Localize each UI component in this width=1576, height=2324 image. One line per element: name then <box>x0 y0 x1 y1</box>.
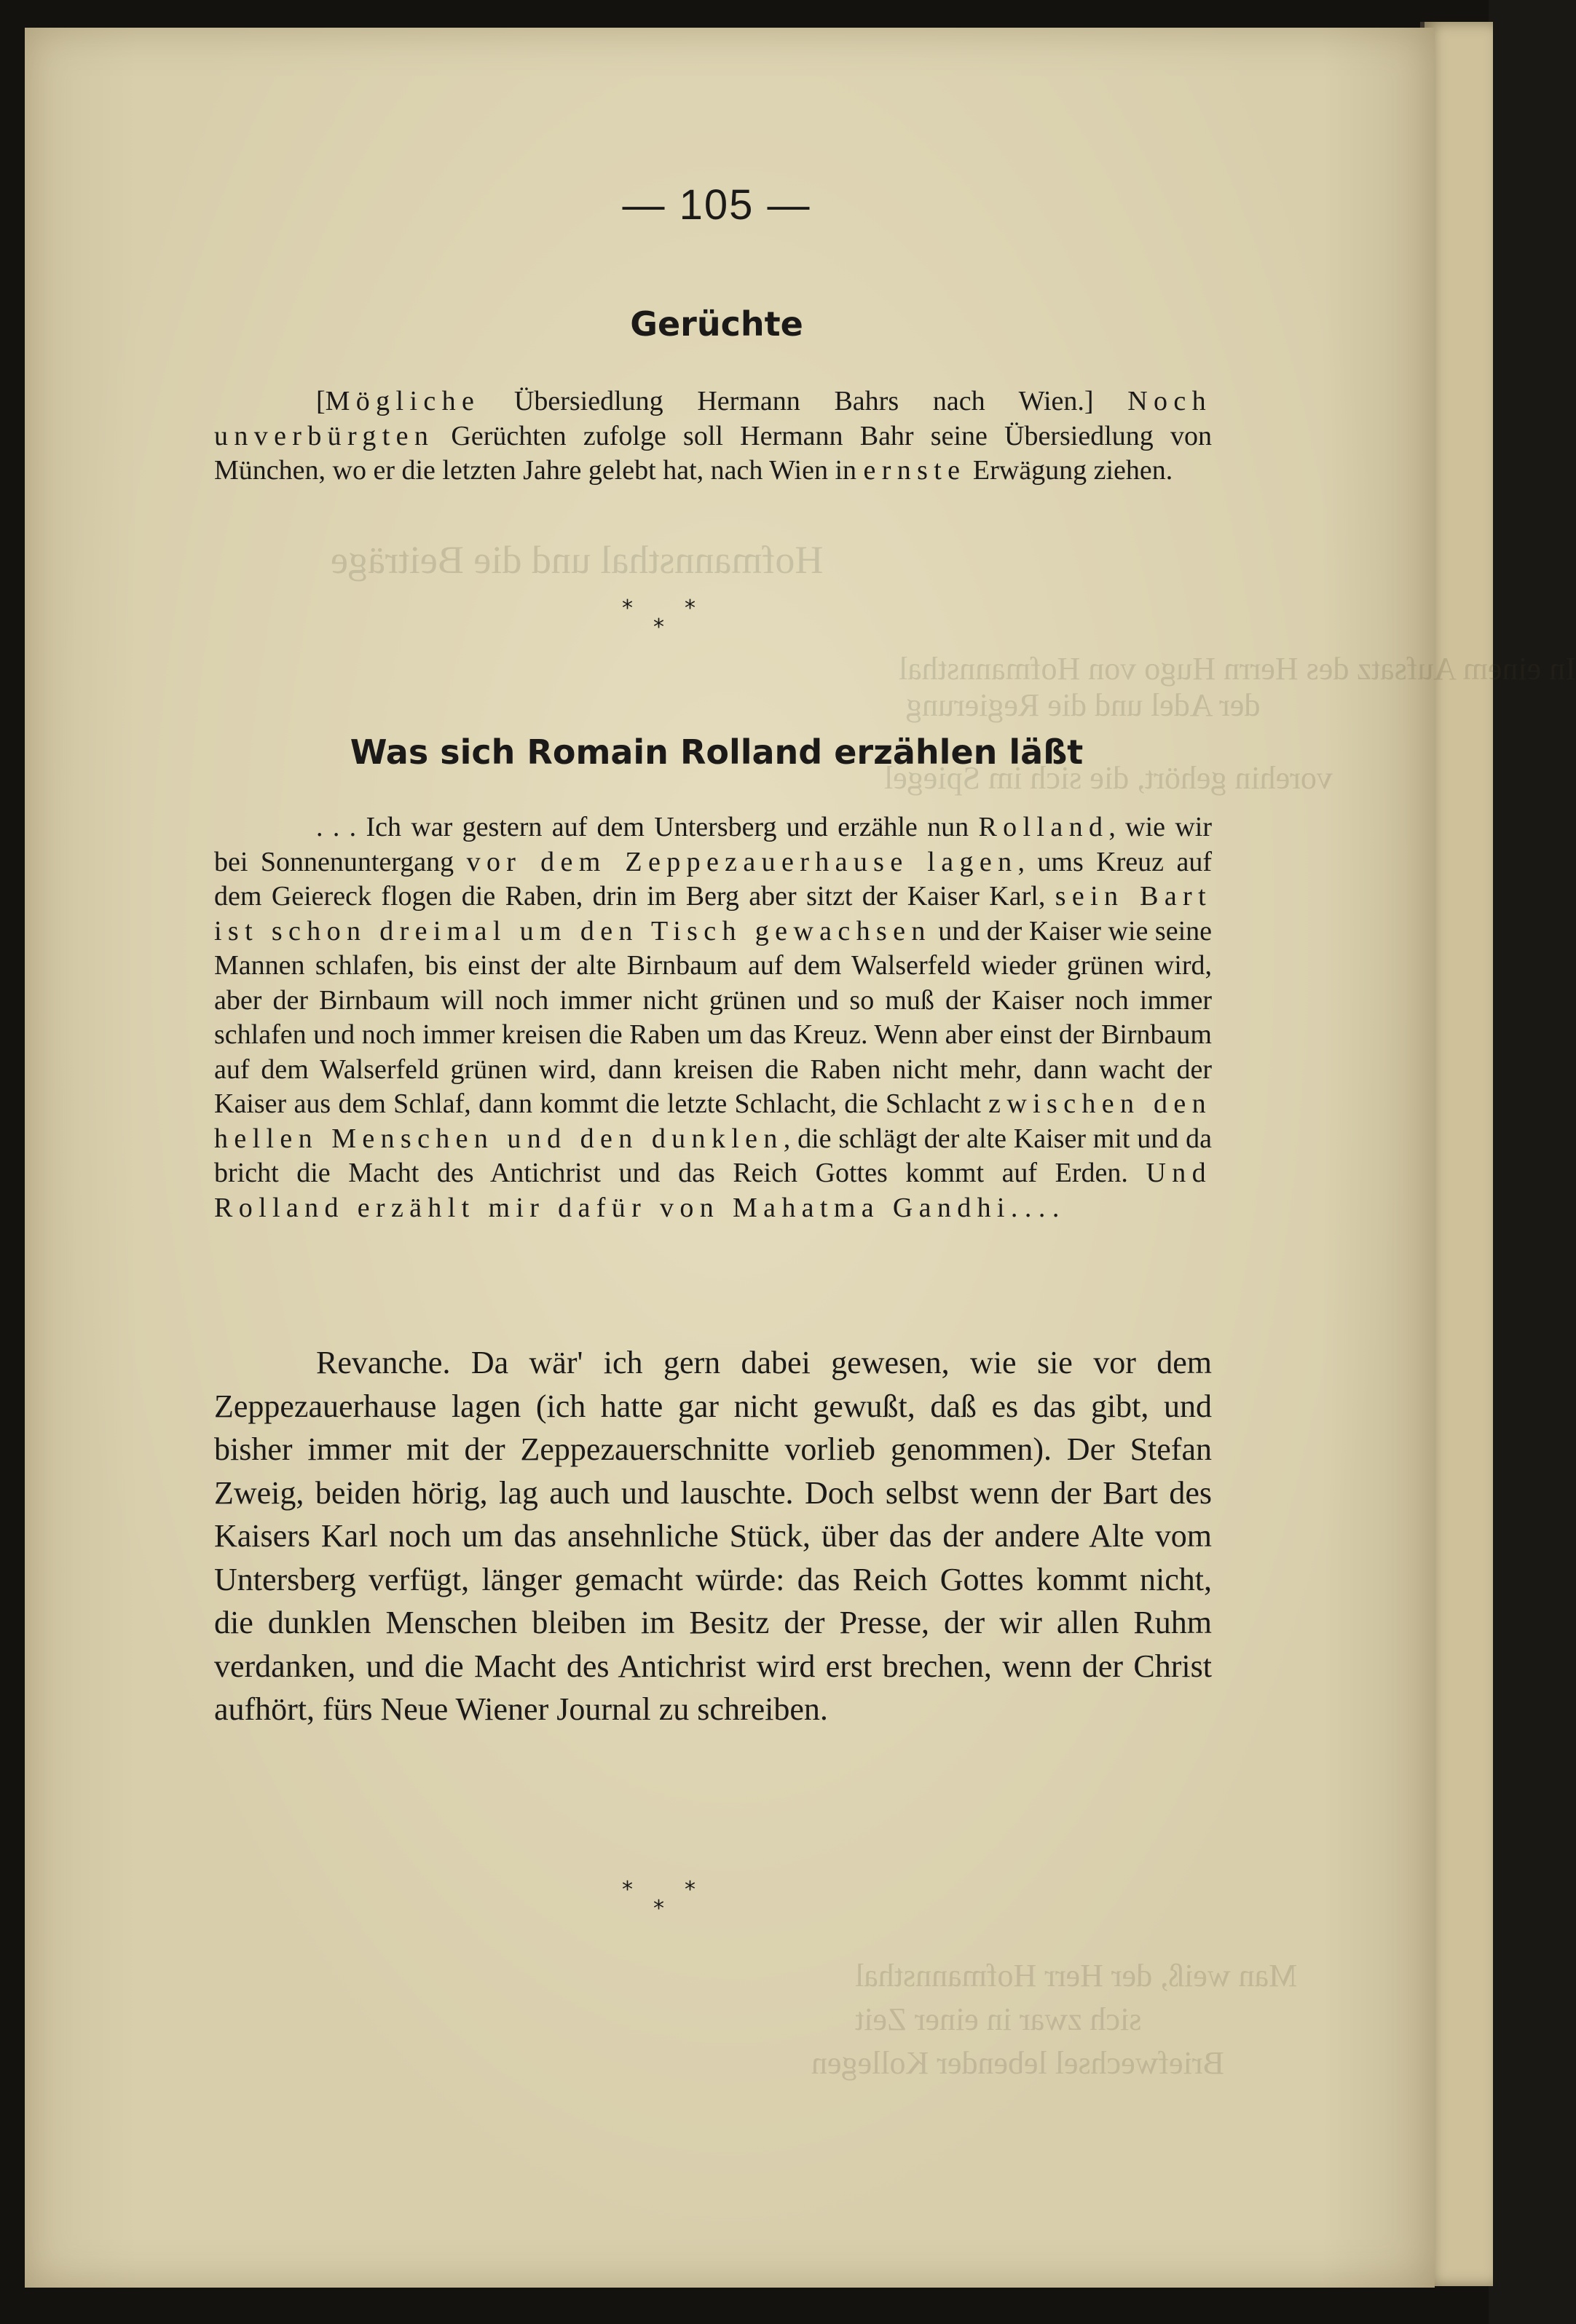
show-through-text: vorehin gehört, die sich im Spiegel <box>884 760 1333 796</box>
spaced-emphasis-text: Und Rolland erzählt mir dafür von Mahatma Gandhi <box>214 1158 1212 1223</box>
rolland-quote-text <box>214 812 1212 1223</box>
body-text-run: , ums Kreuz auf dem Geiereck flogen die Raben, drin im Berg aber sitzt der Kaiser Karl, <box>214 846 1212 912</box>
show-through-text: Hofmannsthal und die Beiträge <box>331 538 824 582</box>
spaced-emphasis-text: zwischen den hellen Menschen und den dunklen <box>214 1088 1212 1154</box>
body-text-run: und der Kaiser wie seine Mannen schlafen, bis einst der alte Birnbaum auf dem Walserfeld wieder grünen wird, aber der Birnbaum will noch immer nicht grünen und so muß der Kaiser noch immer schlafen und noch immer kreisen die Raben um das Kreuz. Wenn aber einst der Birnbaum auf dem Walserfeld grünen wird, dann kreisen die Raben nicht mehr, dann wacht der Kaiser aus dem Schlaf, dann kommt die letzte Schlacht, die Schlacht <box>214 915 1213 1119</box>
show-through-text: In einem Aufsatz des Herrn Hugo von Hofmannsthal <box>899 651 1576 687</box>
separator-stars: * * * <box>622 596 696 640</box>
show-through-text: der Adel und die Regierung <box>906 687 1261 723</box>
spaced-emphasis-text: Mögliche <box>325 386 481 416</box>
body-text-run: . . . . <box>1010 1192 1060 1223</box>
separator-stars-bottom: * * * <box>622 1877 696 1921</box>
spaced-emphasis-text: Rolland <box>978 812 1109 842</box>
book-page <box>25 28 1576 2288</box>
kraus-commentary <box>214 1341 1212 1731</box>
spaced-emphasis-text: Noch unverbürgten <box>214 386 1212 451</box>
spaced-emphasis-text: sein Bart ist schon dreimal um den Tisch gewachsen <box>214 881 1212 946</box>
body-text-run: Erwägung ziehen. <box>966 455 1173 486</box>
body-text-run: Übersiedlung Hermann Bahrs nach Wien.] <box>480 386 1128 416</box>
section-title-geruechte: Gerüchte <box>630 304 803 344</box>
rolland-quote <box>214 810 1212 1225</box>
body-text-run: , wie wir bei Sonnenuntergang <box>214 812 1212 877</box>
section-body-geruechte <box>214 384 1212 489</box>
show-through-text: Briefwechsel lebender Kollegen <box>811 2045 1224 2081</box>
spaced-emphasis-text: vor dem Zeppezauerhause lagen <box>466 846 1018 877</box>
body-text-run: . . . Ich war gestern auf dem Untersberg und erzähle nun <box>316 812 979 842</box>
body-text-run: , die schlägt der alte Kaiser mit und da bricht die Macht des Antichrist und das Reich Gottes kommt auf Erden. <box>214 1123 1212 1188</box>
spaced-emphasis-text: ernste <box>863 455 966 486</box>
commentary-text: Revanche. Da wär' ich gern dabei gewesen, wie sie vor dem Zeppezauerhause lagen (ich hatte gar nicht gewußt, daß es das gibt, und bisher immer mit der Zeppezauerschnitte vorlieb genommen). Der Stefan Zweig, beiden hörig, lag auch und lauschte. Doch selbst wenn der Bart des Kaisers Karl noch um das ansehnliche Stück, über das der andere Alte vom Untersberg verfügt, länger gemacht würde: das Reich Gottes kommt nicht, die dunklen Menschen bleiben im Besitz der Presse, der wir allen Ruhm verdanken, und die Macht des Antichrist wird erst brechen, wenn der Christ aufhört, fürs Neue Wiener Journal zu schreiben. <box>214 1345 1212 1727</box>
show-through-text: Man weiß, der Herr Hofmannsthal <box>855 1958 1298 1993</box>
show-through-text: sich zwar in einer Zeit <box>855 2001 1142 2037</box>
geruechte-paragraph <box>214 386 1212 486</box>
section-title-rolland: Was sich Romain Rolland erzählen läßt <box>350 732 1084 772</box>
body-text-run: Gerüchten zufolge soll Hermann Bahr seine Übersiedlung von München, wo er die letzten Jahre gelebt hat, nach Wien in <box>214 420 1212 486</box>
page-number: — 105 — <box>622 181 811 229</box>
body-text-run: [ <box>316 386 326 416</box>
